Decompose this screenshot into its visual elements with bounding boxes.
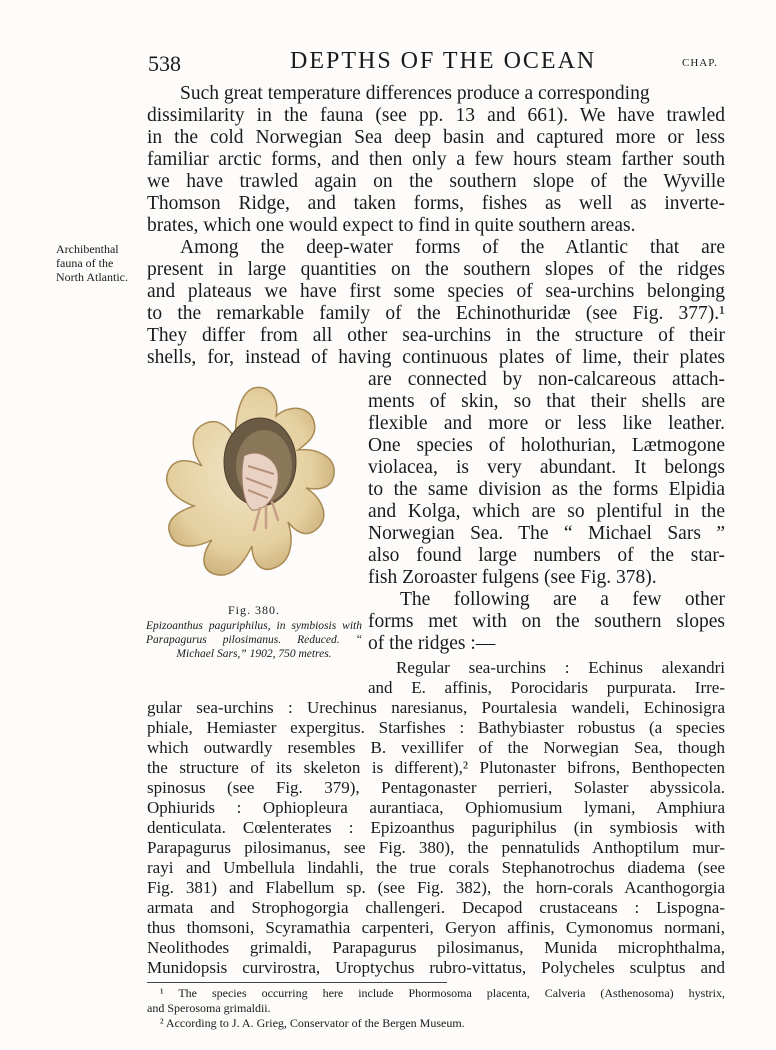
footnote-line: ² According to J. A. Grieg, Conservator of the Bergen Museum. [160,1016,465,1030]
figure-380-image [148,370,360,602]
footnote-line: ¹ The species occurring here include Phormosoma placenta, Calveria (Asthenosoma) hystrix, [160,986,725,1000]
text-line: rayi and Umbellula lindahli, the true corals Stephanotrochus diadema (see [147,858,725,877]
text-line: flexible and more or less like leather. [368,413,725,434]
text-line: and E. affinis, Porocidaris purpurata. Irre- [368,678,725,697]
text-line: Parapagurus pilosimanus, see Fig. 380), the pennatulids Anthoptilum mur- [147,838,725,857]
text-line: shells, for, instead of having continuous plates of lime, their plates [147,347,725,368]
text-line: Neolithodes grimaldi, Parapagurus pilosimanus, Munida microphthalma, [147,938,725,957]
figure-label: Fig. 380. [228,603,281,617]
running-title: DEPTHS OF THE OCEAN [290,48,597,74]
footnote-line: and Sperosoma grimaldii. [147,1001,271,1015]
text-line: to the remarkable family of the Echinothuridæ (see Fig. 377).¹ [147,303,725,324]
text-line: One species of holothurian, Lætmogone [368,435,725,456]
text-line: Ophiurids : Ophiopleura aurantiaca, Ophiomusium lymani, Amphiura [147,798,725,817]
text-line: Norwegian Sea. The “ Michael Sars ” [368,523,725,544]
text-line: Such great temperature differences produce a corresponding [180,83,650,104]
text-line: we have trawled again on the southern slope of the Wyville [147,171,725,192]
text-line: forms met with on the southern slopes [368,611,725,632]
text-line: are connected by non-calcareous attach- [368,369,725,390]
text-line: which outwardly resembles B. vexillifer of the Norwegian Sea, though [147,738,725,757]
page-number: 538 [148,51,181,76]
text-line: gular sea-urchins : Urechinus naresianus, Pourtalesia wandeli, Echinosigra [147,698,725,717]
text-line: Regular sea-urchins : Echinus alexandri [396,658,725,677]
text-line: spinosus (see Fig. 379), Pentagonaster perrieri, Solaster abyssicola. [147,778,725,797]
text-line: denticulata. Cœlenterates : Epizoanthus paguriphilus (in symbiosis with [147,818,725,837]
text-line: the structure of its skeleton is different),² Plutonaster bifrons, Benthopecten [147,758,725,777]
text-line: and Kolga, which are so plentiful in the [368,501,725,522]
text-line: to the same division as the forms Elpidia [368,479,725,500]
text-line: in the cold Norwegian Sea deep basin and captured more or less [147,127,725,148]
sidenote: Archibenthal fauna of the North Atlantic. [56,242,128,284]
text-line: fish Zoroaster fulgens (see Fig. 378). [368,567,657,588]
text-line: dissimilarity in the fauna (see pp. 13 and 661). We have trawled [147,105,725,126]
text-line: They differ from all other sea-urchins in the structure of their [147,325,725,346]
text-line: of the ridges :— [368,633,496,654]
text-line: armata and Strophogorgia challengeri. Decapod crustaceans : Lispogna- [147,898,725,917]
text-line: violacea, is very abundant. It belongs [368,457,725,478]
text-line: thus thomsoni, Scyramathia carpenteri, Geryon affinis, Cymonomus normani, [147,918,725,937]
text-line: also found large numbers of the star- [368,545,725,566]
text-line: phiale, Hemiaster expergitus. Starfishes : Bathybiaster robustus (a species [147,718,725,737]
text-line: Munidopsis curvirostra, Uroptychus rubro-vittatus, Polycheles sculptus and [147,958,725,977]
text-line: and plateaus we have first some species of sea-urchins belonging [147,281,725,302]
epizoanthus-illustration [148,370,360,602]
text-line: ments of skin, so that their shells are [368,391,725,412]
text-line: Fig. 381) and Flabellum sp. (see Fig. 382), the horn-corals Acanthogorgia [147,878,725,897]
text-line: Among the deep-water forms of the Atlantic that are [180,237,725,258]
text-line: familiar arctic forms, and then only a few hours steam farther south [147,149,725,170]
text-line: present in large quantities on the southern slopes of the ridges [147,259,725,280]
chapter-label: CHAP. [682,57,718,69]
text-line: Thomson Ridge, and taken forms, fishes as well as inverte- [147,193,725,214]
text-line: The following are a few other [400,589,725,610]
figure-caption: Epizoanthus paguriphilus, in symbiosis with Parapagurus pilosimanus. Reduced. “ Michael Sars,” 1902, 750 metres. [146,620,362,660]
footnote-divider [147,982,447,983]
text-line: brates, which one would expect to find in quite southern areas. [147,215,636,236]
